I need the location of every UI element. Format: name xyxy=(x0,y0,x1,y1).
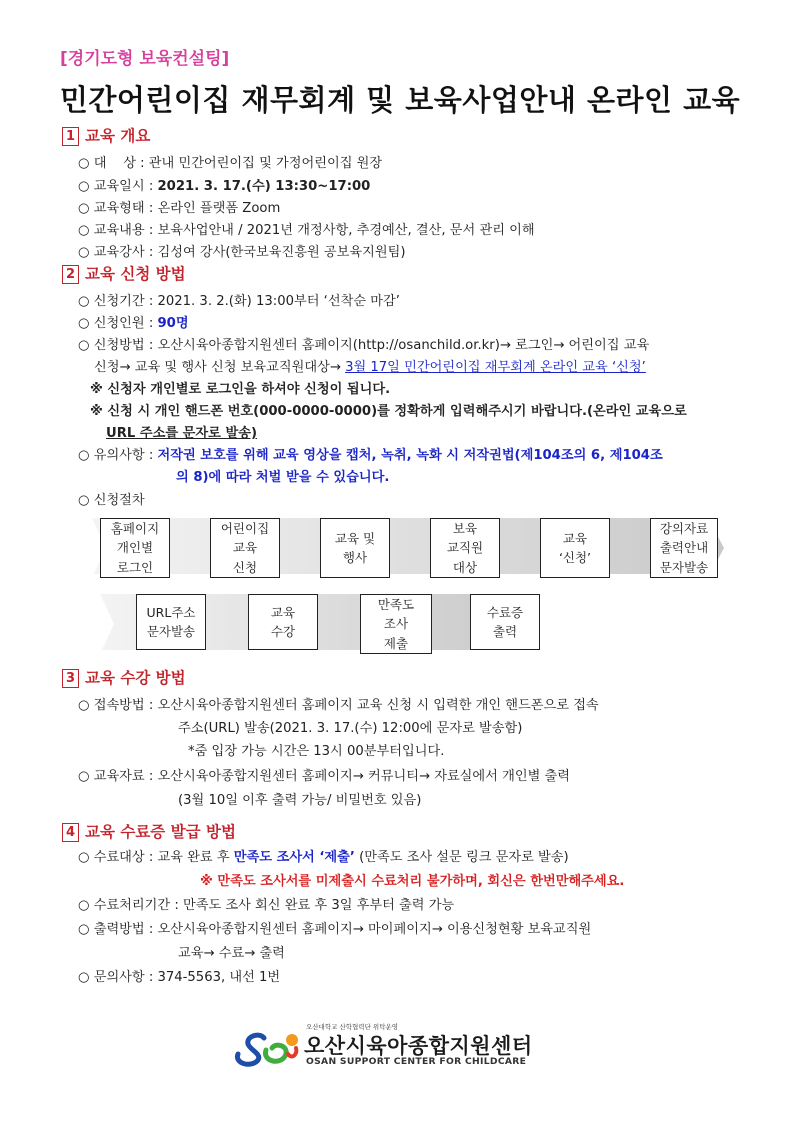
inquiry-line xyxy=(78,966,280,985)
print-method-line xyxy=(78,918,591,937)
field-key: ○ 교육내용 : xyxy=(78,223,158,238)
field-key: ○ 문의사항 : xyxy=(78,970,158,985)
caution-line xyxy=(78,444,663,463)
field-value: 만족도 조사 회신 완료 후 3일 후부터 출력 가능 xyxy=(182,898,455,913)
field-key: ○ 접속방법 : xyxy=(78,698,158,713)
access-line-3: *줌 입장 가능 시간은 13시 00분부터입니다. xyxy=(188,744,445,759)
lecturer-line xyxy=(78,241,405,260)
note-phone-2 xyxy=(106,422,257,441)
flow-step-2 xyxy=(210,518,280,578)
flow-step-label: 수료증 출력 xyxy=(486,604,524,639)
field-value: 오산시육아종합지원센터 홈페이지(http://osanchild.or.kr)→ 로그인→ 어린이집 교육 xyxy=(157,338,650,353)
section-title: 교육 수강 방법 xyxy=(85,669,186,687)
field-value: 온라인 플랫폼 Zoom xyxy=(157,201,281,216)
section-3-heading xyxy=(62,666,186,688)
content-line xyxy=(78,219,535,238)
field-key: ○ 신청기간 : xyxy=(78,294,158,309)
field-value: 관내 민간어린이집 및 가정어린이집 원장 xyxy=(148,156,383,171)
section-number: 1 xyxy=(62,127,79,146)
note-text: URL 주소를 문자로 발송) xyxy=(106,426,257,441)
flow-step-label: 교육 ‘신청’ xyxy=(558,530,592,565)
material-line xyxy=(78,765,570,784)
field-value: 2021. 3. 2.(화) 13:00부터 ‘선착순 마감’ xyxy=(157,294,400,309)
access-line xyxy=(78,694,599,713)
flow-step-label: 어린이집 교육 신청 xyxy=(220,520,270,575)
field-value: 오산시육아종합지원센터 홈페이지 교육 신청 시 입력한 개인 핸드폰으로 접속 xyxy=(157,698,599,713)
flow-step-label: 만족도 조사 제출 xyxy=(377,596,415,651)
flow-step-label: 홈페이지 개인별 로그인 xyxy=(110,520,160,575)
process-period-line xyxy=(78,894,454,913)
method-line-2 xyxy=(94,356,646,375)
flow-step-label: 교육 및 행사 xyxy=(334,530,376,565)
flow-step-6 xyxy=(650,518,718,578)
material-line-2: (3월 10일 이후 출력 가능/ 비밀번호 있음) xyxy=(178,793,422,808)
form-line xyxy=(78,197,280,216)
logo-mark-icon xyxy=(232,1024,302,1070)
center-logo xyxy=(232,1023,533,1074)
section-title: 교육 개요 xyxy=(85,127,151,145)
survey-submit: 만족도 조사서 ‘제출’ xyxy=(233,850,355,865)
category-tag: [경기도형 보육컨설팅] xyxy=(60,49,230,69)
field-key: ○ 교육일시 : xyxy=(78,179,158,194)
flow-step-10 xyxy=(470,594,540,650)
field-key: ○ 유의사항 : xyxy=(78,448,158,463)
method-line xyxy=(78,334,649,353)
field-value: 오산시육아종합지원센터 홈페이지→ 마이페이지→ 이용신청현황 보육교직원 xyxy=(157,922,592,937)
date-line xyxy=(78,175,370,194)
flow-arrow-icon xyxy=(92,518,724,574)
field-value: 90명 xyxy=(157,316,189,331)
flow-step-label: URL주소 문자발송 xyxy=(146,604,196,639)
section-title: 교육 신청 방법 xyxy=(85,265,186,283)
section-4-heading xyxy=(62,820,236,842)
print-method-line-2: 교육→ 수료→ 출력 xyxy=(178,946,285,961)
section-number: 2 xyxy=(62,265,79,284)
period-line xyxy=(78,290,400,309)
flow-step-label: 보육 교직원 대상 xyxy=(446,520,484,575)
target-line xyxy=(78,152,382,171)
survey-warning: ※ 만족도 조사서를 미제출시 수료처리 불가하며, 회신은 한번만해주세요. xyxy=(200,874,625,889)
field-value: 오산시육아종합지원센터 홈페이지→ 커뮤니티→ 자료실에서 개인별 출력 xyxy=(157,769,570,784)
apply-link[interactable]: 3월 17일 민간어린이집 재무회계 온라인 교육 ‘신청’ xyxy=(345,360,646,375)
field-key: ○ 교육형태 : xyxy=(78,201,158,216)
flow-step-4 xyxy=(430,518,500,578)
logo-english: OSAN SUPPORT CENTER FOR CHILDCARE xyxy=(306,1056,527,1067)
flow-step-3 xyxy=(320,518,390,578)
field-key: ○ 수료대상 : xyxy=(78,850,158,865)
count-line xyxy=(78,312,189,331)
access-line-2: 주소(URL) 발송(2021. 3. 17.(수) 12:00에 문자로 발송함) xyxy=(178,721,523,736)
field-value: 저작권 보호를 위해 교육 영상을 캡처, 녹취, 녹화 시 저작권법(제104조의 6, 제104조 xyxy=(157,448,663,463)
field-key: ○ 출력방법 : xyxy=(78,922,158,937)
field-value: 보육사업안내 / 2021년 개정사항, 추경예산, 결산, 문서 관리 이해 xyxy=(157,223,535,238)
note-login: ※ 신청자 개인별로 로그인을 하셔야 신청이 됩니다. xyxy=(90,382,391,397)
field-value: 교육 완료 후 xyxy=(157,850,234,865)
flow-step-8 xyxy=(248,594,318,650)
field-key: ○ 교육강사 : xyxy=(78,245,158,260)
flow-step-5 xyxy=(540,518,610,578)
field-key: ○ 신청방법 : xyxy=(78,338,158,353)
section-2-heading xyxy=(62,262,186,284)
logo-name: 오산시육아종합지원센터 xyxy=(304,1034,533,1058)
section-1-heading xyxy=(62,124,150,146)
procedure-label: ○ 신청절차 xyxy=(78,493,145,508)
flow-step-label: 강의자료 출력안내 문자발송 xyxy=(659,520,709,575)
field-key: ○ 신청인원 : xyxy=(78,316,158,331)
page-title: 민간어린이집 재무회계 및 보육사업안내 온라인 교육 xyxy=(59,83,741,117)
section-title: 교육 수료증 발급 방법 xyxy=(85,823,236,841)
completion-target-line xyxy=(78,846,569,865)
field-value: (만족도 조사 설문 링크 문자로 발송) xyxy=(354,850,569,865)
flow-step-9 xyxy=(360,594,432,654)
field-key: ○ 대 상 : xyxy=(78,156,149,171)
field-value: 김성여 강사(한국보육진흥원 공보육지원팀) xyxy=(157,245,406,260)
field-value: 신청→ 교육 및 행사 신청 보육교직원대상→ xyxy=(94,360,346,375)
logo-subtitle: 오산대학교 산학협력단 위탁운영 xyxy=(306,1023,399,1031)
caution-line-2: 의 8)에 따라 처벌 받을 수 있습니다. xyxy=(176,470,390,485)
field-value: 2021. 3. 17.(수) 13:30~17:00 xyxy=(157,179,371,194)
field-value: 374-5563, 내선 1번 xyxy=(157,970,281,985)
section-number: 3 xyxy=(62,669,79,688)
section-number: 4 xyxy=(62,823,79,842)
note-phone: ※ 신청 시 개인 핸드폰 번호(000-0000-0000)를 정확하게 입력해주시기 바랍니다.(온라인 교육으로 xyxy=(90,404,687,419)
field-key: ○ 수료처리기간 : xyxy=(78,898,183,913)
flow-step-7 xyxy=(136,594,206,650)
flow-step-label: 교육 수강 xyxy=(270,604,296,639)
field-key: ○ 교육자료 : xyxy=(78,769,158,784)
flow-step-1 xyxy=(100,518,170,578)
